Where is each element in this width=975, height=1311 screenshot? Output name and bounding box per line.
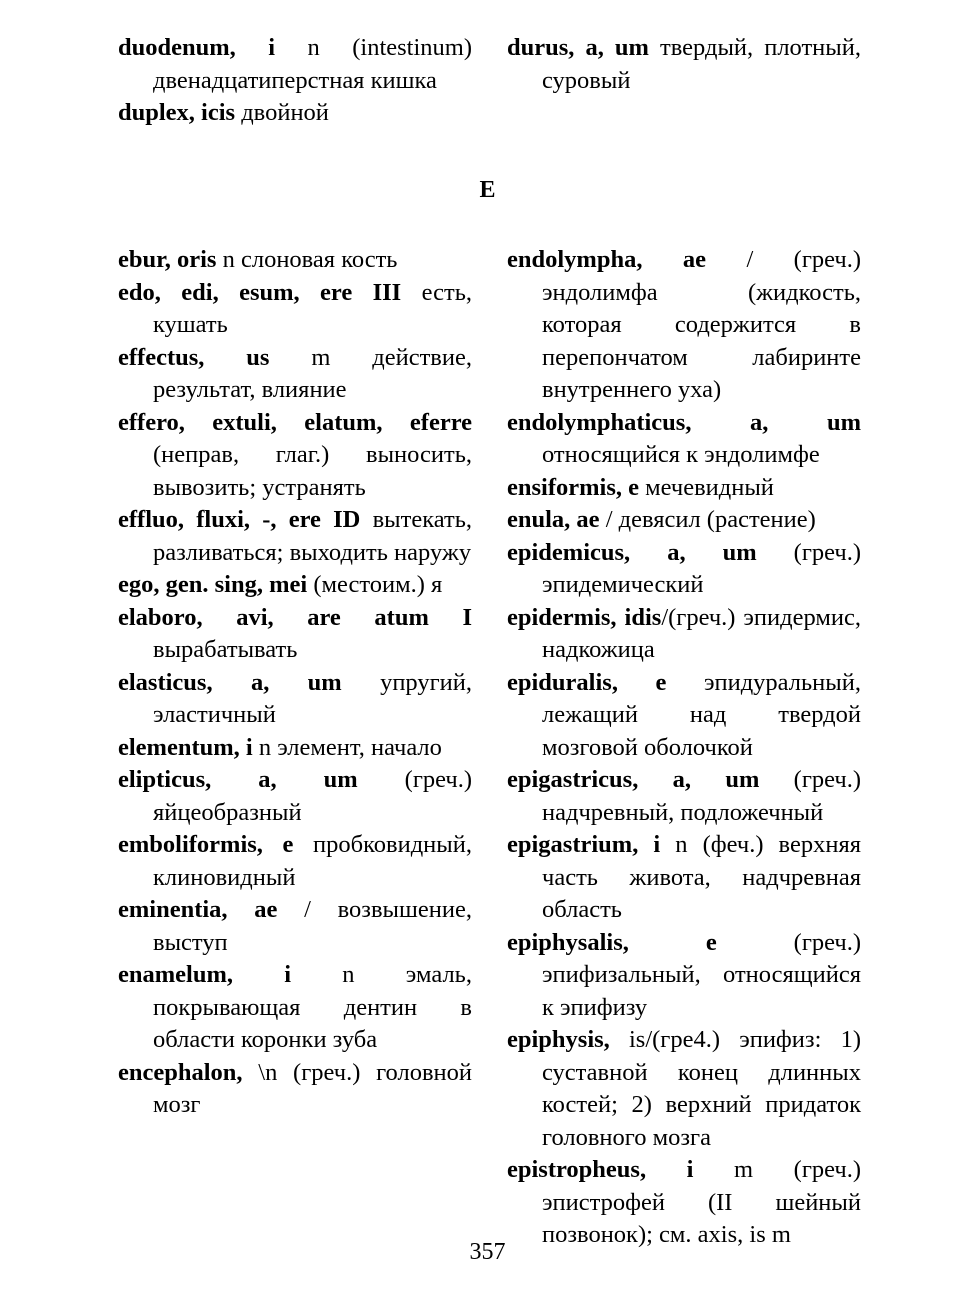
dictionary-entry [507, 764, 861, 829]
entry-headword: ebur, oris [118, 246, 217, 273]
entry-definition: m действие, результат, влияние [153, 343, 472, 403]
entry-definition: вырабатывать [153, 636, 298, 663]
entry-headword: epigastrium, i [507, 831, 661, 858]
dictionary-entry [118, 894, 472, 959]
dictionary-entry [507, 472, 861, 505]
entry-headword: elipticus, a, um [118, 766, 358, 793]
entry-definition: (греч.) надчревный, подложечный [542, 766, 862, 826]
dictionary-entry [507, 829, 861, 927]
dictionary-entry [118, 959, 472, 1057]
entry-headword: effluo, fluxi, -, ere ID [118, 506, 361, 533]
dictionary-entry [118, 602, 472, 667]
dictionary-entry [507, 927, 861, 1025]
entry-definition: пробковидный, клиновидный [153, 831, 472, 891]
dictionary-entry [118, 97, 472, 130]
page-number: 357 [469, 1239, 506, 1265]
entry-definition: /(греч.) эпидермис, надкожица [542, 603, 861, 663]
entry-definition: твердый, плотный, суровый [542, 34, 861, 94]
entry-headword: endolymphaticus, a, um [507, 408, 861, 436]
entry-definition: (местоим.) я [307, 571, 443, 598]
entry-headword: ensiformis, e [507, 473, 639, 501]
dictionary-entry [118, 32, 472, 97]
entry-headword: epigastricus, a, um [507, 766, 760, 793]
entry-headword: emboliformis, e [118, 831, 294, 858]
main-left-column [118, 244, 472, 1122]
dictionary-entry [507, 667, 861, 765]
entry-headword: ego, gen. sing, mei [118, 571, 308, 598]
top-left-column [118, 32, 472, 130]
entry-definition: n (феч.) верхняя часть живота, надчревная область [542, 831, 861, 923]
entry-headword: epiphysis, [507, 1026, 610, 1053]
entry-definition: n (intestinum) двенадцатиперстная кишка [153, 34, 473, 94]
entry-definition: упругий, эластичный [153, 668, 473, 728]
entry-headword: duplex, icis [118, 99, 236, 126]
dictionary-entry [118, 277, 472, 342]
entry-definition: \n (греч.) головной мозг [153, 1058, 472, 1118]
entry-headword: durus, a, um [507, 34, 649, 61]
top-right-column [507, 32, 861, 97]
dictionary-entry [118, 504, 472, 569]
dictionary-entry [507, 602, 861, 667]
main-right-column [507, 244, 861, 1252]
entry-headword: endolympha, ae [507, 246, 707, 273]
dictionary-entry [118, 829, 472, 894]
entry-headword: eminentia, ae [118, 896, 278, 923]
dictionary-entry [118, 244, 472, 277]
entry-definition: is/(гре4.) эпифиз: 1) суставной конец длинных костей; 2) верхний придаток головного мозга [542, 1026, 861, 1151]
entry-headword: enamelum, i [118, 961, 292, 988]
entry-definition: (неправ, глаг.) выносить, вывозить; устранять [153, 441, 472, 501]
dictionary-entry [118, 407, 472, 505]
entry-definition: мечевидный [639, 473, 774, 501]
dictionary-entry [118, 667, 472, 732]
entry-headword: epidemicus, a, um [507, 538, 757, 566]
entry-definition: (греч.) эпидемический [542, 538, 862, 598]
entry-definition: вытекать, разливаться; выходить наружу [153, 506, 473, 566]
dictionary-entry [118, 764, 472, 829]
entry-headword: epidermis, idis [507, 603, 662, 631]
entry-definition: эпидуральный, лежащий над твердой мозговой оболочкой [542, 668, 861, 761]
entry-definition: n элемент, начало [252, 733, 442, 761]
entry-headword: elementum, i [118, 733, 253, 761]
entry-definition: относящийся к эндолимфе [542, 441, 820, 468]
entry-headword: epiphysalis, e [507, 928, 717, 956]
dictionary-entry [118, 342, 472, 407]
entry-headword: elasticus, a, um [118, 668, 342, 696]
section-letter-heading: E [479, 177, 496, 203]
entry-headword: encephalon, [118, 1058, 243, 1086]
entry-definition: m (греч.) эпистрофей (II шейный позвонок); см. axis, is m [542, 1156, 861, 1248]
dictionary-entry [118, 732, 472, 765]
entry-definition: n эмаль, покрывающая дентин в области коронки зуба [153, 961, 472, 1053]
entry-headword: duodenum, i [118, 34, 276, 61]
entry-definition: / возвышение, выступ [153, 896, 472, 956]
dictionary-entry [118, 1057, 472, 1122]
entry-definition: / (греч.) эндолимфа (жидкость, которая содержится в перепончатом лабиринте внутреннего уха) [542, 246, 861, 403]
dictionary-entry [507, 407, 861, 472]
entry-headword: enula, ae [507, 506, 600, 533]
entry-headword: elaboro, avi, are atum I [118, 603, 472, 631]
entry-headword: edo, edi, esum, ere III [118, 278, 402, 306]
entry-headword: effero, extuli, elatum, eferre [118, 408, 472, 436]
entry-definition: (греч.) яйцеобразный [153, 766, 473, 826]
dictionary-entry [507, 1024, 861, 1154]
entry-definition: / девясил (растение) [599, 506, 816, 533]
entry-definition: есть, кушать [153, 278, 472, 338]
entry-definition: двойной [235, 99, 329, 126]
entry-definition: n слоновая кость [216, 246, 398, 273]
entry-headword: epiduralis, e [507, 668, 667, 696]
dictionary-entry [507, 504, 861, 537]
dictionary-entry [507, 537, 861, 602]
entry-definition: (греч.) эпифизальный, относящийся к эпифизу [542, 928, 861, 1021]
entry-headword: effectus, us [118, 343, 270, 371]
dictionary-entry [507, 32, 861, 97]
entry-headword: epistropheus, i [507, 1156, 694, 1183]
dictionary-entry [507, 244, 861, 407]
dictionary-entry [118, 569, 472, 602]
